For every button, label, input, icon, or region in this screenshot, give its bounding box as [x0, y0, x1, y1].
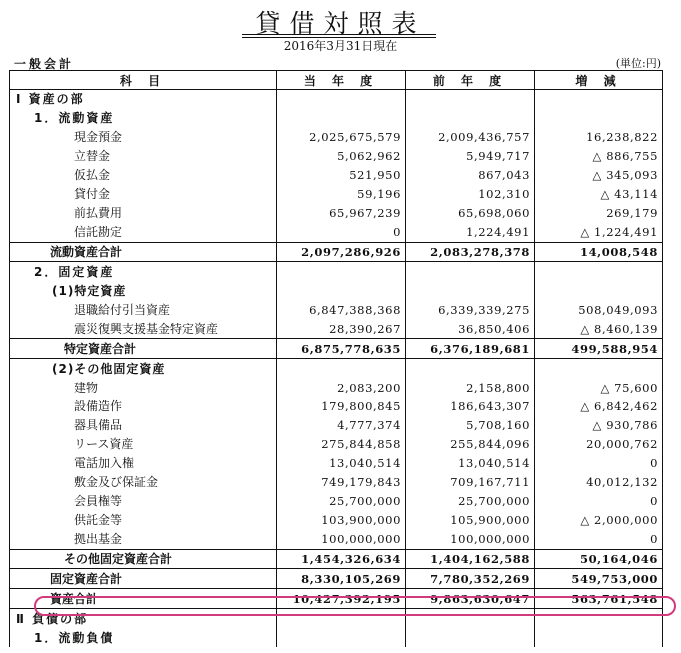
change-value: 549,753,000 — [535, 569, 663, 589]
account-section-label: 一般会計 — [14, 57, 75, 71]
row-label: 拠出基金 — [10, 530, 277, 549]
row-label: 信託勘定 — [10, 223, 277, 242]
previous-year-value: 102,310 — [406, 185, 535, 204]
row-label: 会員権等 — [10, 492, 277, 511]
row-label: 資産合計 — [10, 589, 277, 609]
change-value — [535, 262, 663, 281]
current-year-value: 103,900,000 — [277, 511, 406, 530]
row-label: 供託金等 — [10, 511, 277, 530]
change-value — [535, 109, 663, 128]
current-year-value: 28,390,267 — [277, 319, 406, 338]
current-year-value — [277, 628, 406, 647]
current-year-value: 2,083,200 — [277, 378, 406, 397]
previous-year-value: 6,339,339,275 — [406, 300, 535, 319]
current-year-value: 100,000,000 — [277, 530, 406, 549]
header-current-year: 当 年 度 — [277, 71, 406, 90]
row-label: Ⅱ 負債の部 — [10, 609, 277, 628]
previous-year-value — [406, 262, 535, 281]
change-value: △ 345,093 — [535, 166, 663, 185]
table-row — [10, 569, 663, 589]
previous-year-value: 6,376,189,681 — [406, 339, 535, 359]
current-year-value: 275,844,858 — [277, 435, 406, 454]
current-year-value: 2,025,675,579 — [277, 128, 406, 147]
row-label: 立替金 — [10, 147, 277, 166]
table-row — [10, 416, 663, 435]
change-value: 269,179 — [535, 204, 663, 223]
table-row — [10, 339, 663, 359]
row-label: その他固定資産合計 — [10, 549, 277, 569]
row-label: 震災復興支援基金特定資産 — [10, 319, 277, 338]
row-label: (2)その他固定資産 — [10, 359, 277, 378]
current-year-value: 5,062,962 — [277, 147, 406, 166]
current-year-value: 179,800,845 — [277, 397, 406, 416]
previous-year-value: 1,224,491 — [406, 223, 535, 242]
change-value: 50,164,046 — [535, 549, 663, 569]
previous-year-value — [406, 628, 535, 647]
table-row — [10, 166, 663, 185]
header-row — [10, 71, 663, 90]
previous-year-value: 5,708,160 — [406, 416, 535, 435]
header-change: 増 減 — [535, 71, 663, 90]
current-year-value: 25,700,000 — [277, 492, 406, 511]
change-value: 563,761,548 — [535, 589, 663, 609]
previous-year-value: 25,700,000 — [406, 492, 535, 511]
table-row — [10, 549, 663, 569]
row-label: (1)特定資産 — [10, 281, 277, 300]
change-value: 14,008,548 — [535, 242, 663, 262]
current-year-value: 13,040,514 — [277, 454, 406, 473]
change-value: 499,588,954 — [535, 339, 663, 359]
row-label: 電話加入権 — [10, 454, 277, 473]
current-year-value: 65,967,239 — [277, 204, 406, 223]
table-row — [10, 204, 663, 223]
header-account: 科 目 — [10, 71, 277, 90]
previous-year-value: 867,043 — [406, 166, 535, 185]
previous-year-value: 2,009,436,757 — [406, 128, 535, 147]
unit-label: (単位:円) — [615, 57, 661, 70]
change-value: 0 — [535, 492, 663, 511]
balance-sheet-table — [9, 70, 663, 647]
change-value: 508,049,093 — [535, 300, 663, 319]
change-value: △ 1,224,491 — [535, 223, 663, 242]
current-year-value — [277, 90, 406, 109]
table-row — [10, 609, 663, 628]
table-row — [10, 378, 663, 397]
previous-year-value: 186,643,307 — [406, 397, 535, 416]
row-label: 固定資産合計 — [10, 569, 277, 589]
current-year-value: 10,427,392,195 — [277, 589, 406, 609]
previous-year-value: 2,158,800 — [406, 378, 535, 397]
previous-year-value — [406, 90, 535, 109]
current-year-value — [277, 359, 406, 378]
change-value — [535, 609, 663, 628]
change-value: △ 930,786 — [535, 416, 663, 435]
row-label: 貸付金 — [10, 185, 277, 204]
previous-year-value — [406, 281, 535, 300]
table-row — [10, 319, 663, 338]
current-year-value — [277, 109, 406, 128]
change-value: △ 75,600 — [535, 378, 663, 397]
header-previous-year: 前 年 度 — [406, 71, 535, 90]
previous-year-value: 9,863,630,647 — [406, 589, 535, 609]
current-year-value: 4,777,374 — [277, 416, 406, 435]
current-year-value: 6,875,778,635 — [277, 339, 406, 359]
change-value: 16,238,822 — [535, 128, 663, 147]
table-row — [10, 454, 663, 473]
change-value: 40,012,132 — [535, 473, 663, 492]
current-year-value: 749,179,843 — [277, 473, 406, 492]
previous-year-value: 255,844,096 — [406, 435, 535, 454]
row-label: 前払費用 — [10, 204, 277, 223]
table-row — [10, 109, 663, 128]
table-row — [10, 242, 663, 262]
table-row — [10, 492, 663, 511]
table-row — [10, 530, 663, 549]
current-year-value: 1,454,326,634 — [277, 549, 406, 569]
table-row — [10, 589, 663, 609]
previous-year-value: 100,000,000 — [406, 530, 535, 549]
row-label: 敷金及び保証金 — [10, 473, 277, 492]
current-year-value: 8,330,105,269 — [277, 569, 406, 589]
table-row — [10, 397, 663, 416]
table-row — [10, 262, 663, 281]
previous-year-value — [406, 359, 535, 378]
change-value: △ 8,460,139 — [535, 319, 663, 338]
table-row — [10, 281, 663, 300]
change-value — [535, 359, 663, 378]
table-row — [10, 90, 663, 109]
current-year-value: 6,847,388,368 — [277, 300, 406, 319]
document-title: 貸借対照表 — [255, 9, 426, 38]
table-row — [10, 300, 663, 319]
change-value: △ 6,842,462 — [535, 397, 663, 416]
row-label: Ⅰ 資産の部 — [10, 90, 277, 109]
table-row — [10, 473, 663, 492]
change-value: 0 — [535, 530, 663, 549]
current-year-value — [277, 281, 406, 300]
row-label: 2．固定資産 — [10, 262, 277, 281]
row-label: 退職給付引当資産 — [10, 300, 277, 319]
previous-year-value: 5,949,717 — [406, 147, 535, 166]
change-value — [535, 628, 663, 647]
current-year-value: 59,196 — [277, 185, 406, 204]
previous-year-value: 709,167,711 — [406, 473, 535, 492]
current-year-value: 0 — [277, 223, 406, 242]
previous-year-value: 2,083,278,378 — [406, 242, 535, 262]
change-value: △ 886,755 — [535, 147, 663, 166]
report-date: 2016年3月31日現在 — [283, 39, 398, 53]
table-row — [10, 128, 663, 147]
table-row — [10, 628, 663, 647]
table-row — [10, 185, 663, 204]
previous-year-value: 65,698,060 — [406, 204, 535, 223]
row-label: 器具備品 — [10, 416, 277, 435]
change-value: 20,000,762 — [535, 435, 663, 454]
row-label: 現金預金 — [10, 128, 277, 147]
change-value: △ 43,114 — [535, 185, 663, 204]
table-row — [10, 223, 663, 242]
title-underline — [242, 34, 436, 35]
previous-year-value: 7,780,352,269 — [406, 569, 535, 589]
row-label: リース資産 — [10, 435, 277, 454]
previous-year-value — [406, 609, 535, 628]
current-year-value — [277, 609, 406, 628]
row-label: 1．流動資産 — [10, 109, 277, 128]
row-label: 流動資産合計 — [10, 242, 277, 262]
row-label: 設備造作 — [10, 397, 277, 416]
row-label: 仮払金 — [10, 166, 277, 185]
row-label: 特定資産合計 — [10, 339, 277, 359]
table-row — [10, 147, 663, 166]
previous-year-value: 36,850,406 — [406, 319, 535, 338]
previous-year-value: 105,900,000 — [406, 511, 535, 530]
change-value — [535, 90, 663, 109]
current-year-value: 2,097,286,926 — [277, 242, 406, 262]
change-value: △ 2,000,000 — [535, 511, 663, 530]
table-row — [10, 359, 663, 378]
row-label: 建物 — [10, 378, 277, 397]
table-row — [10, 511, 663, 530]
change-value — [535, 281, 663, 300]
previous-year-value: 13,040,514 — [406, 454, 535, 473]
current-year-value: 521,950 — [277, 166, 406, 185]
change-value: 0 — [535, 454, 663, 473]
row-label: 1．流動負債 — [10, 628, 277, 647]
previous-year-value: 1,404,162,588 — [406, 549, 535, 569]
previous-year-value — [406, 109, 535, 128]
table-row — [10, 435, 663, 454]
current-year-value — [277, 262, 406, 281]
